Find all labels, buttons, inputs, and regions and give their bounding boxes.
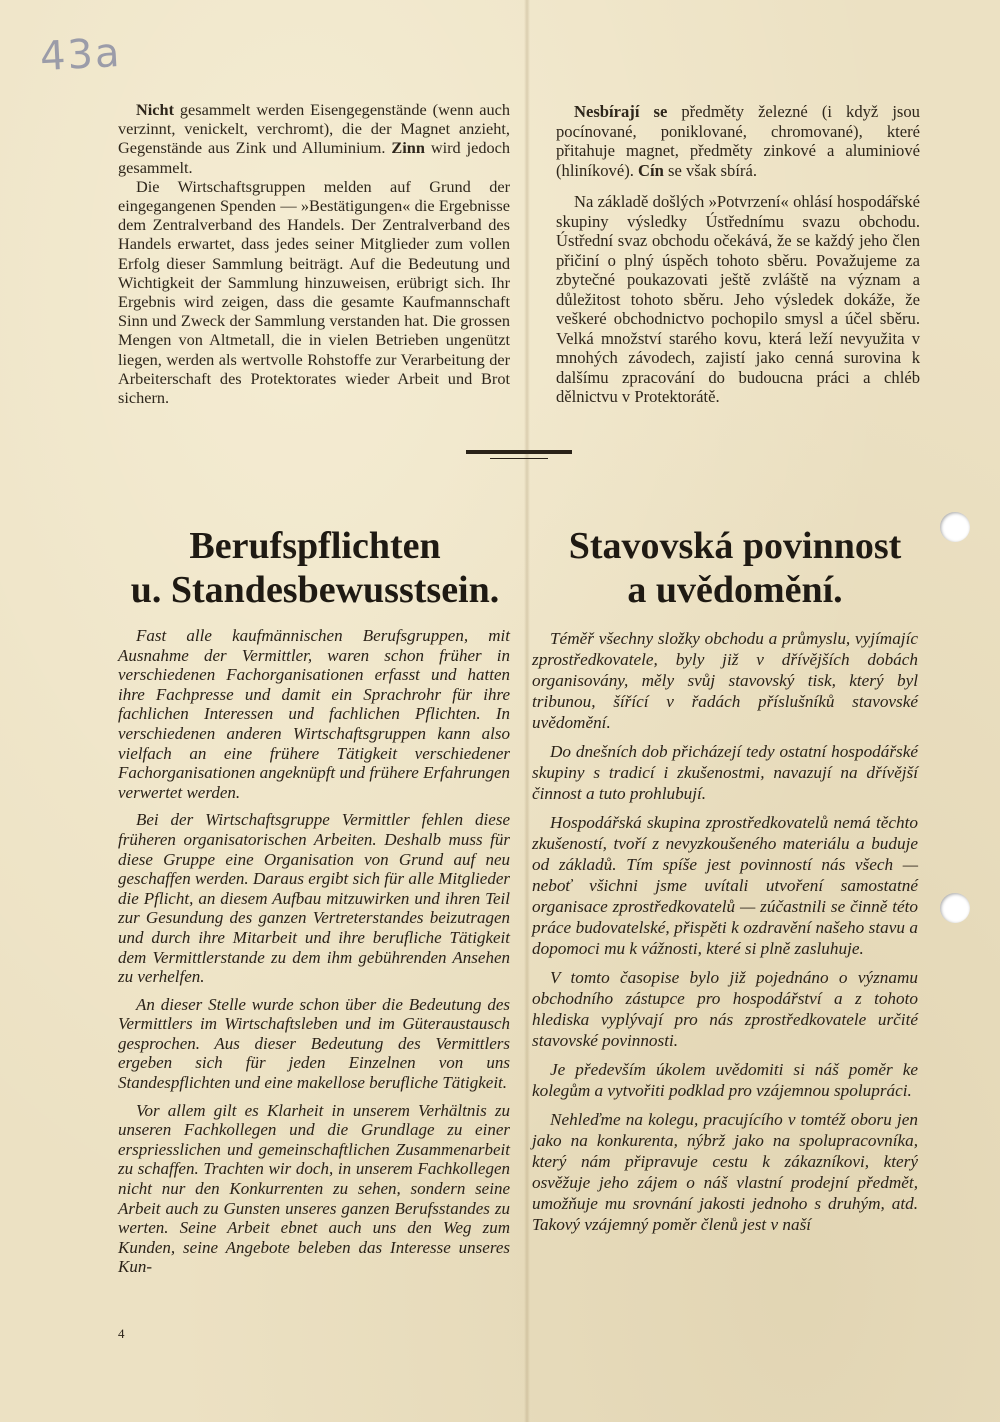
headline-line: Berufspflichten — [189, 525, 441, 567]
headline-line: Stavovská povinnost — [568, 525, 902, 567]
czech-collection-notice — [556, 102, 920, 407]
page-fold — [524, 0, 530, 1422]
czech-headline — [530, 524, 940, 612]
bold-word: Cín — [638, 160, 664, 180]
notice-text: se však sbírá. — [663, 160, 757, 180]
german-headline — [110, 524, 520, 612]
notice-text: předměty železné (i když jsou pocínované, poniklované, chromované), které přitahuje magnet, předměty zinkové a aluminiové (hliníkové). — [556, 102, 920, 180]
notice-paragraph: Die Wirtschaftsgruppen melden auf Grund der eingegangenen Spenden — »Bestätigungen« die Ergebnisse dem Zentralverband des Handels. Der Zentralverband des Handels erwartet, dass jedes seiner Mitglieder zum vollen Erfolg dieser Sammlung beiträgt. Auf die Bedeutung und Wichtigkeit der Sammlung hinzuweisen, erübrigt sich. Ihr Ergebnis wird zeigen, dass die gesamte Kaufmannschaft Sinn und Zweck der Sammlung verstanden hat. Die grossen Mengen von Altmetall, die in vielen Betrieben ungenützt liegen, werden als wertvolle Rohstoffe zur Verarbeitung der Arbeiterschaft des Protektorates wieder Arbeit und Brot sichern. — [118, 176, 510, 408]
german-collection-notice — [118, 100, 510, 407]
bold-word: Zinn — [391, 138, 425, 158]
article-paragraph: Téměř všechny složky obchodu a průmyslu, vyjímajíc zprostředkovatele, byly již v dřívějších dobách organisovány, měly svůj stavovský tisk, který byl tribunou, šířící v řadách příslušníků stavovské uvědomění. — [532, 629, 918, 732]
lead-word: Nesbírají se — [574, 102, 668, 121]
article-paragraph: Vor allem gilt es Klarheit in unserem Verhältnis zu unseren Fachkollegen und die Grundlage zu einer erspriesslichen und gemeinschaftlichen Zusammenarbeit zu schaffen. Trachten wir doch, in unserem Fachkollegen nicht nur den Konkurrenten zu sehen, sondern seine Arbeit auch zu Gunsten unseres ganzen Berufsstandes zu werten. Seine Arbeit ebnet auch uns den Weg zum Kunden, seine Angebote beleben das Interesse unseres Kun- — [118, 1100, 510, 1277]
notice-text: gesammelt werden Eisengegenstände (wenn auch verzinnt, venickelt, verchromt), die der Magnet anzieht, Gegenstände aus Zink und Alluminium. — [118, 100, 510, 158]
german-article — [118, 626, 510, 1285]
article-paragraph: Je především úkolem uvědomiti si náš poměr ke kolegům a vytvořiti podklad pro vzájemnou spolupráci. — [532, 1060, 918, 1100]
czech-article — [532, 628, 918, 1243]
notice-text: wird jedoch gesammelt. — [118, 138, 510, 177]
article-paragraph: V tomto časopise bylo již pojednáno o významu obchodního zástupce pro hospodářství a z tohoto hlediska vyplývají pro nás zprostředkovatele určité stavovské povinnosti. — [532, 968, 918, 1050]
notice-paragraph: Na základě došlých »Potvrzení« ohlásí hospodářské skupiny výsledky Ústřednímu svazu obchodu. Ústřední svaz obchodu očekává, že se každý jeho člen přičiní o plný úspěch tohoto sběru. Považujeme za zbytečné poukazovati ještě zvláště na význam a důležitost tohoto sběru. Jeho výsledek dokáže, že veškeré obchodnictvo pochopilo smysl a účel sběru. Velká množství starého kovu, která leží nevyužita v mnohých závodech, zajistí jako cenná surovina k dalšímu zpracování do budoucna práci a chléb dělnictvu v Protektorátě. — [556, 192, 920, 406]
article-paragraph: Do dnešních dob přicházejí tedy ostatní hospodářské skupiny s tradicí i zkušenostmi, navazují na dřívější činnost a tuto prohlubují. — [532, 742, 918, 803]
article-paragraph: An dieser Stelle wurde schon über die Bedeutung des Vermittlers im Wirtschaftsleben und im Güteraustausch gesprochen. Aus dieser Bedeutung des Vermittlers ergeben sich für jeden Einzelnen von uns Standespflichten und eine makellose berufliche Tätigkeit. — [118, 994, 510, 1093]
headline-line: u. Standesbewusstsein. — [130, 569, 500, 611]
article-paragraph: Nehleďme na kolegu, pracujícího v tomtéž oboru jen jako na konkurenta, nýbrž jako na spolupracovníka, který nám připravuje cestu k zákazníkovi, který osvěžuje jeho zájem o náš vlastní prodejní předmět, umožňuje mu srovnání jakosti jednoho s druhým, atd. Takový vzájemný poměr členů jest v naší — [532, 1110, 918, 1234]
punch-hole — [940, 512, 970, 542]
page-number: 4 — [118, 1326, 125, 1341]
section-divider-thin — [490, 458, 548, 459]
section-divider — [466, 450, 572, 454]
article-paragraph: Hospodářská skupina zprostředkovatelů nemá těchto zkušeností, tvoří z nevyzkoušeného materiálu a buduje od základů. Tím spíše jest povinností nás všech — neboť všichni jsme uvítali utvoření samostatné organisace zprostředkovatelů — zúčastnili se činně této práce budovatelské, přispěti k ozdravění našeho stavu a dopomoci mu k vážnosti, které si plně zasluhuje. — [532, 813, 918, 958]
lead-word: Nicht — [136, 100, 174, 119]
article-paragraph: Bei der Wirtschaftsgruppe Vermittler fehlen diese früheren organisatorischen Arbeiten. Deshalb muss für diese Gruppe eine Organisation von Grund auf neu geschaffen werden. Daraus ergibt sich für alle Mitglieder die Pflicht, an diesem Aufbau mitzuwirken und ihren Teil zur Gesundung des ganzen Vertreterstandes beizutragen und durch ihre Mitarbeit und ihre berufliche Tätigkeit dem Vermittlerstande zu dem ihm gebührenden Ansehen zu verhelfen. — [118, 810, 510, 987]
headline-line: a uvědomění. — [627, 569, 843, 611]
punch-hole — [940, 893, 970, 923]
handwritten-note: 43a — [38, 29, 123, 81]
article-paragraph: Fast alle kaufmännischen Berufsgruppen, mit Ausnahme der Vermittler, waren schon früher in verschiedenen Fachorganisationen erfasst und hatten ihre Fachpresse und damit ein Sprachrohr für ihre fachlichen Interessen und fachlichen Pflichten. In verschiedenen anderen Wirtschaftsgruppen kann also vielfach an eine frühere Tätigkeit verschiedener Fachorganisationen angeknüpft und frühere Erfahrungen verwertet werden. — [118, 626, 510, 802]
